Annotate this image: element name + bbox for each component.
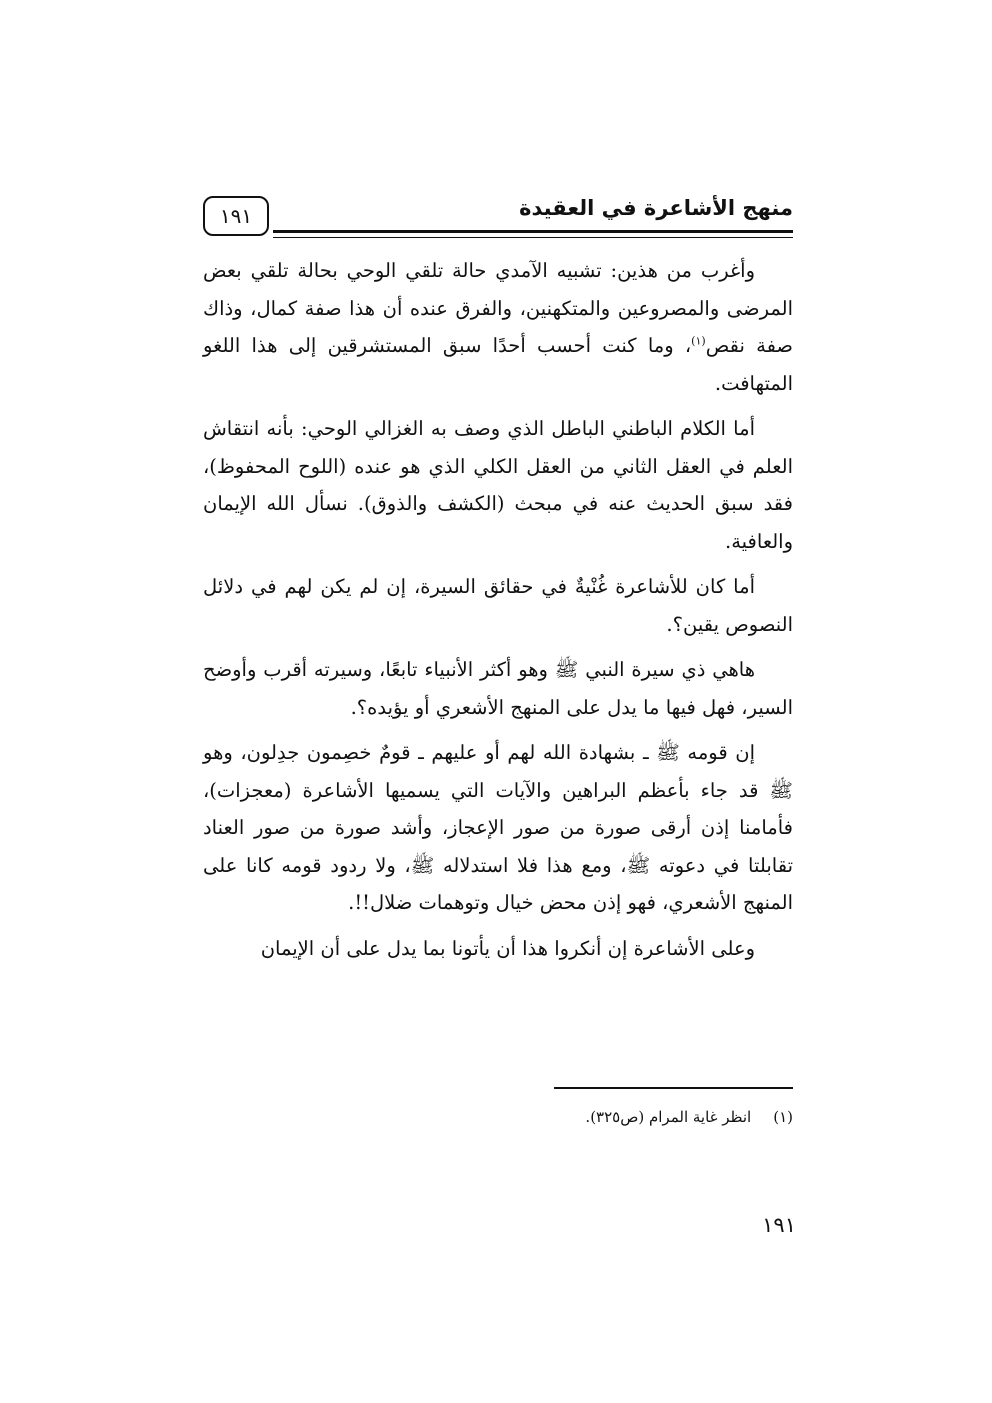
footnote-reference[interactable]: (١) — [691, 334, 706, 348]
paragraph-3-text: أما كان للأشاعرة غُنْيةٌ في حقائق السيرة، إن لم يكن لهم في دلائل النصوص يقين؟. — [203, 575, 793, 636]
paragraph-6-text: وعلى الأشاعرة إن أنكروا هذا أن يأتونا بما يدل على أن الإيمان — [260, 936, 755, 960]
paragraph-4-text: هاهي ذي سيرة النبي ﷺ وهو أكثر الأنبياء تابعًا، وسيرته أقرب وأوضح السير، فهل فيها ما يدل على المنهج الأشعري أو يؤيده؟. — [203, 658, 793, 719]
paragraph-1 — [203, 252, 793, 402]
paragraph-5-text: إن قومه ﷺ ـ بشهادة الله لهم أو عليهم ـ قومٌ خصِمون جدِلون، وهو ﷺ قد جاء بأعظم البراهين والآيات التي يسميها الأشاعرة (معجزات)، فأمامنا إذن أرقى صورة من صور الإعجاز، وأشد صورة من صور العناد تقابلتا في دعوته ﷺ، ومع هذا فلا استدلاله ﷺ، ولا ردود قومه كانا على المنهج الأشعري، فهو إذن محض خيال وتوهمات ضلال!!. — [203, 741, 793, 914]
page-number: ١٩١ — [762, 1213, 796, 1237]
page-header — [203, 196, 793, 244]
header-rule-thick — [273, 230, 793, 233]
paragraph-1-text-b: ، وما كنت أحسب أحدًا سبق المستشرقين إلى هذا اللغو المتهافت. — [203, 334, 793, 395]
paragraph-5 — [203, 734, 793, 922]
paragraph-1-text-a: وأغرب من هذين: تشبيه الآمدي حالة تلقي الوحي بحالة تلقي بعض المرضى والمصروعين والمتكهنين، والفرق عنده أن هذا صفة كمال، وذاك صفة نقص — [203, 259, 793, 357]
paragraph-2 — [203, 410, 793, 560]
header-page-number: ١٩١ — [203, 196, 269, 236]
footnote-separator — [554, 1087, 793, 1089]
running-title: منهج الأشاعرة في العقيدة — [519, 196, 793, 220]
body-text — [203, 252, 793, 975]
footnote — [585, 1108, 793, 1126]
footnote-text: انظر غاية المرام (ص٣٢٥). — [585, 1108, 752, 1126]
paragraph-3 — [203, 568, 793, 643]
paragraph-2-text: أما الكلام الباطني الباطل الذي وصف به الغزالي الوحي: بأنه انتقاش العلم في العقل الثاني من العقل الكلي الذي هو عنده (اللوح المحفوظ)، فقد سبق الحديث عنه في مبحث (الكشف والذوق). نسأل الله الإيمان والعافية. — [203, 417, 793, 553]
paragraph-6 — [203, 930, 793, 968]
paragraph-4 — [203, 651, 793, 726]
footnote-number: (١) — [773, 1108, 793, 1126]
header-rule-thin — [273, 237, 793, 238]
